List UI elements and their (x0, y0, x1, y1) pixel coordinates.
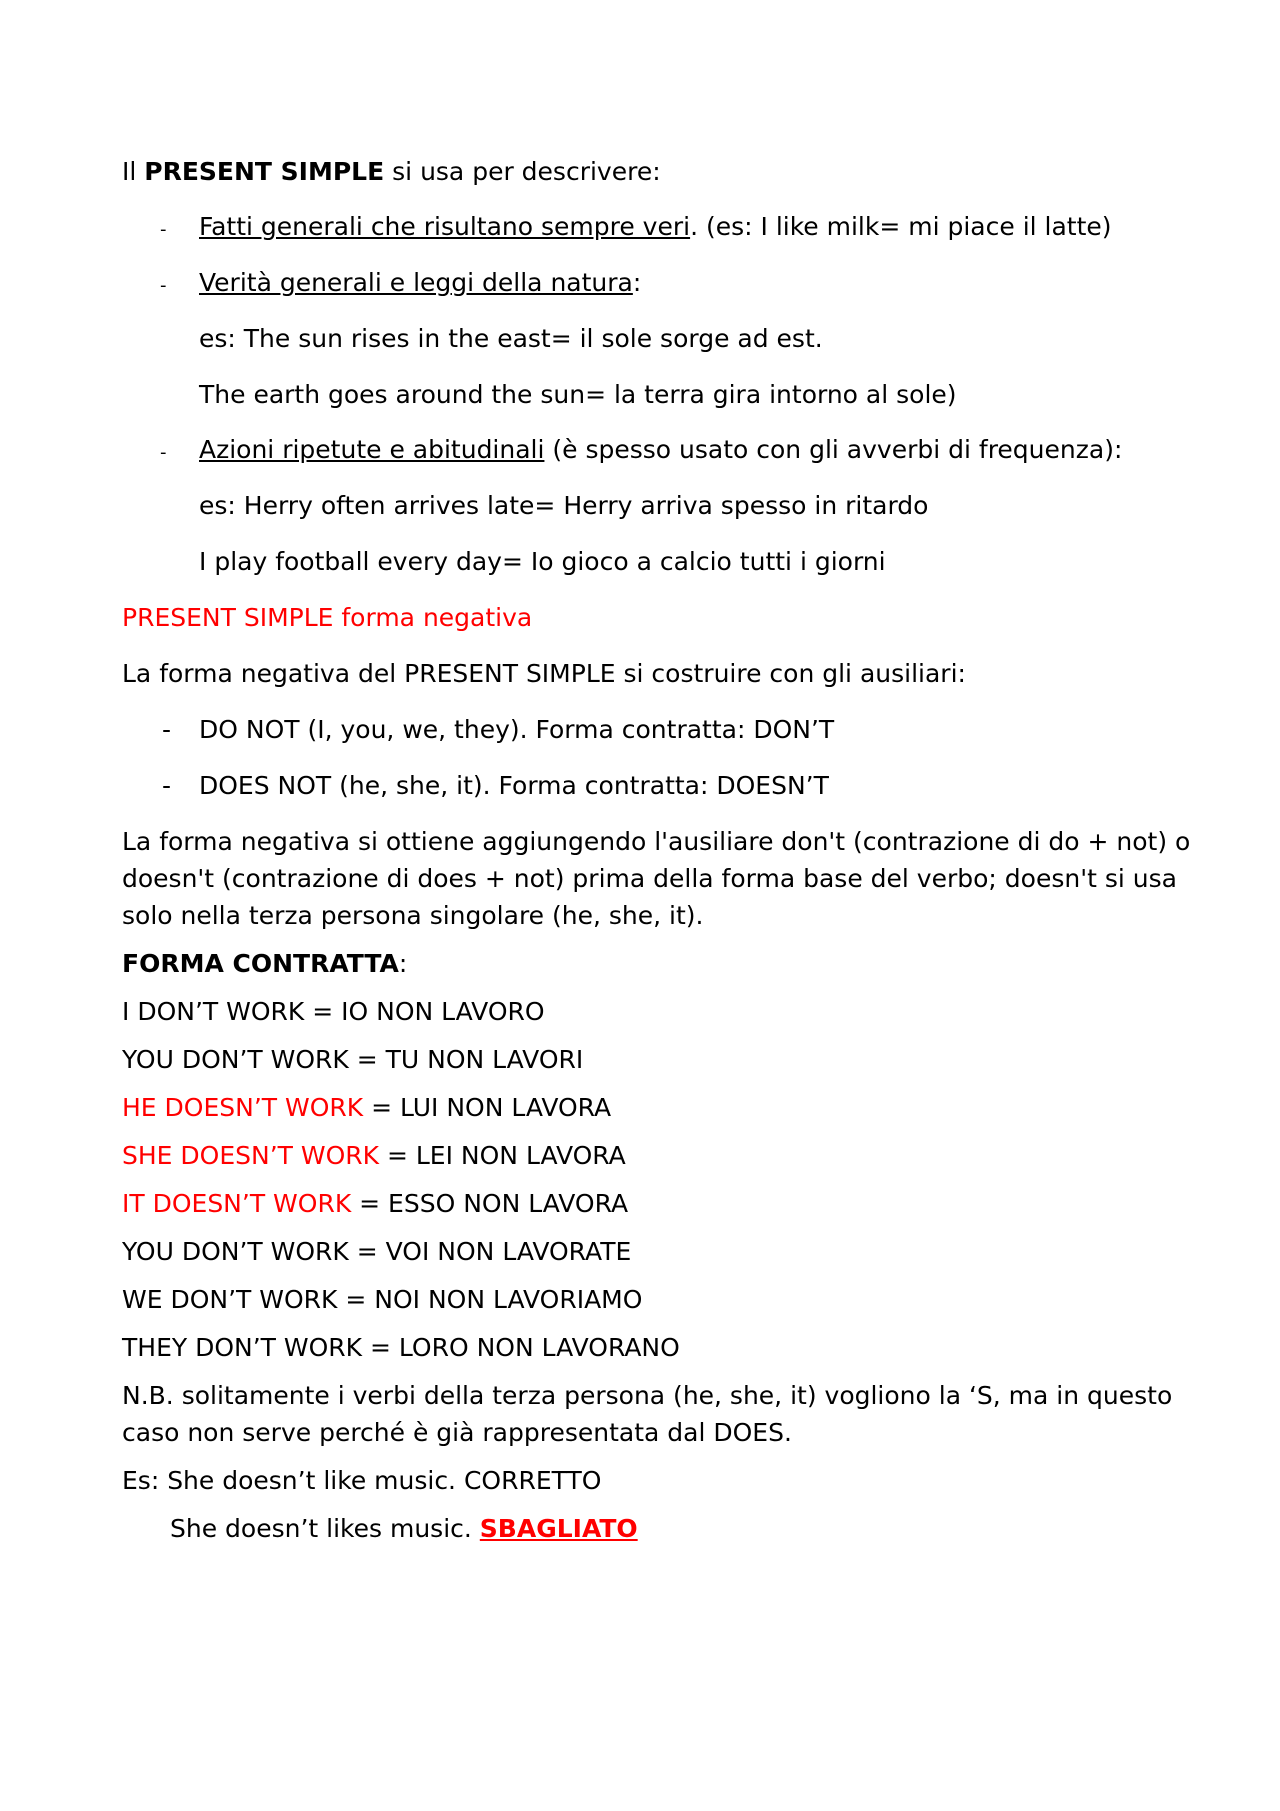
use-underlined: Azioni ripetute e abitudinali (199, 435, 545, 464)
conjugation-italian: = LEI NON LAVORA (379, 1141, 626, 1170)
example-line: es: The sun rises in the east= il sole sorge ad est. (199, 324, 823, 353)
conjugation-row (122, 1044, 583, 1077)
intro-bold-term: PRESENT SIMPLE (144, 157, 385, 186)
conjugation-english: YOU DON’T WORK (122, 1237, 349, 1266)
note-line: N.B. solitamente i verbi della terza persona (he, she, it) vogliono la ‘S, ma in questo (122, 1381, 1173, 1410)
use-underlined: Verità generali e leggi della natura (199, 268, 633, 297)
conjugation-english: YOU DON’T WORK (122, 1045, 349, 1074)
conjugation-row (122, 1140, 626, 1173)
intro-line (122, 156, 661, 189)
explanation-line: solo nella terza persona singolare (he, she, it). (122, 901, 704, 930)
conjugation-italian: = LUI NON LAVORA (363, 1093, 612, 1122)
bullet-dash: - (160, 275, 167, 296)
use-item-general-facts (199, 211, 1112, 244)
use-rest: (è spesso usato con gli avverbi di frequenza): (544, 435, 1123, 464)
conjugation-italian: = LORO NON LAVORANO (362, 1333, 680, 1362)
use-rest: . (es: I like milk= mi piace il latte) (690, 212, 1112, 241)
conjugation-english-highlighted: SHE DOESN’T WORK (122, 1141, 380, 1170)
contracted-label: FORMA CONTRATTA (122, 949, 399, 978)
conjugation-italian: = TU NON LAVORI (348, 1045, 584, 1074)
conjugation-italian: = ESSO NON LAVORA (351, 1189, 629, 1218)
conjugation-english: WE DON’T WORK (122, 1285, 338, 1314)
negative-intro: La forma negativa del PRESENT SIMPLE si costruire con gli ausiliari: (122, 659, 966, 688)
use-item-habits (199, 434, 1122, 467)
conjugation-row (122, 1332, 680, 1365)
bullet-dash: - (162, 715, 172, 744)
conjugation-italian: = VOI NON LAVORATE (348, 1237, 632, 1266)
conjugation-row (122, 996, 545, 1029)
example-line: The earth goes around the sun= la terra gira intorno al sole) (199, 380, 957, 409)
example-wrong-label: SBAGLIATO (479, 1514, 638, 1543)
conjugation-italian: = NOI NON LAVORIAMO (337, 1285, 643, 1314)
negative-heading: PRESENT SIMPLE forma negativa (122, 603, 533, 632)
conjugation-english: I DON’T WORK (122, 997, 305, 1026)
use-underlined: Fatti generali che risultano sempre veri (199, 212, 691, 241)
use-rest: : (632, 268, 642, 297)
contracted-colon: : (398, 949, 408, 978)
example-wrong (170, 1513, 638, 1546)
contracted-heading (122, 948, 407, 981)
conjugation-english: THEY DON’T WORK (122, 1333, 363, 1362)
example-line: es: Herry often arrives late= Herry arriva spesso in ritardo (199, 491, 929, 520)
auxiliary-do-not: DO NOT (I, you, we, they). Forma contratta: DON’T (199, 715, 835, 744)
example-correct: Es: She doesn’t like music. CORRETTO (122, 1466, 602, 1495)
auxiliary-does-not: DOES NOT (he, she, it). Forma contratta: DOESN’T (199, 771, 829, 800)
conjugation-row (122, 1236, 631, 1269)
conjugation-row (122, 1092, 611, 1125)
conjugation-english-highlighted: IT DOESN’T WORK (122, 1189, 352, 1218)
explanation-line: La forma negativa si ottiene aggiungendo l'ausiliare don't (contrazione di do + not) o (122, 827, 1191, 856)
bullet-dash: - (160, 442, 167, 463)
intro-prefix: Il (122, 157, 145, 186)
bullet-dash: - (162, 771, 172, 800)
conjugation-row (122, 1188, 628, 1221)
conjugation-row (122, 1284, 642, 1317)
note-line: caso non serve perché è già rappresentata dal DOES. (122, 1418, 792, 1447)
intro-suffix: si usa per descrivere: (384, 157, 661, 186)
conjugation-italian: = IO NON LAVORO (304, 997, 545, 1026)
example-line: I play football every day= Io gioco a calcio tutti i giorni (199, 547, 886, 576)
bullet-dash: - (160, 219, 167, 240)
explanation-line: doesn't (contrazione di does + not) prima della forma base del verbo; doesn't si usa (122, 864, 1177, 893)
conjugation-english-highlighted: HE DOESN’T WORK (122, 1093, 364, 1122)
use-item-natural-laws (199, 267, 641, 300)
example-wrong-text: She doesn’t likes music. (170, 1514, 480, 1543)
